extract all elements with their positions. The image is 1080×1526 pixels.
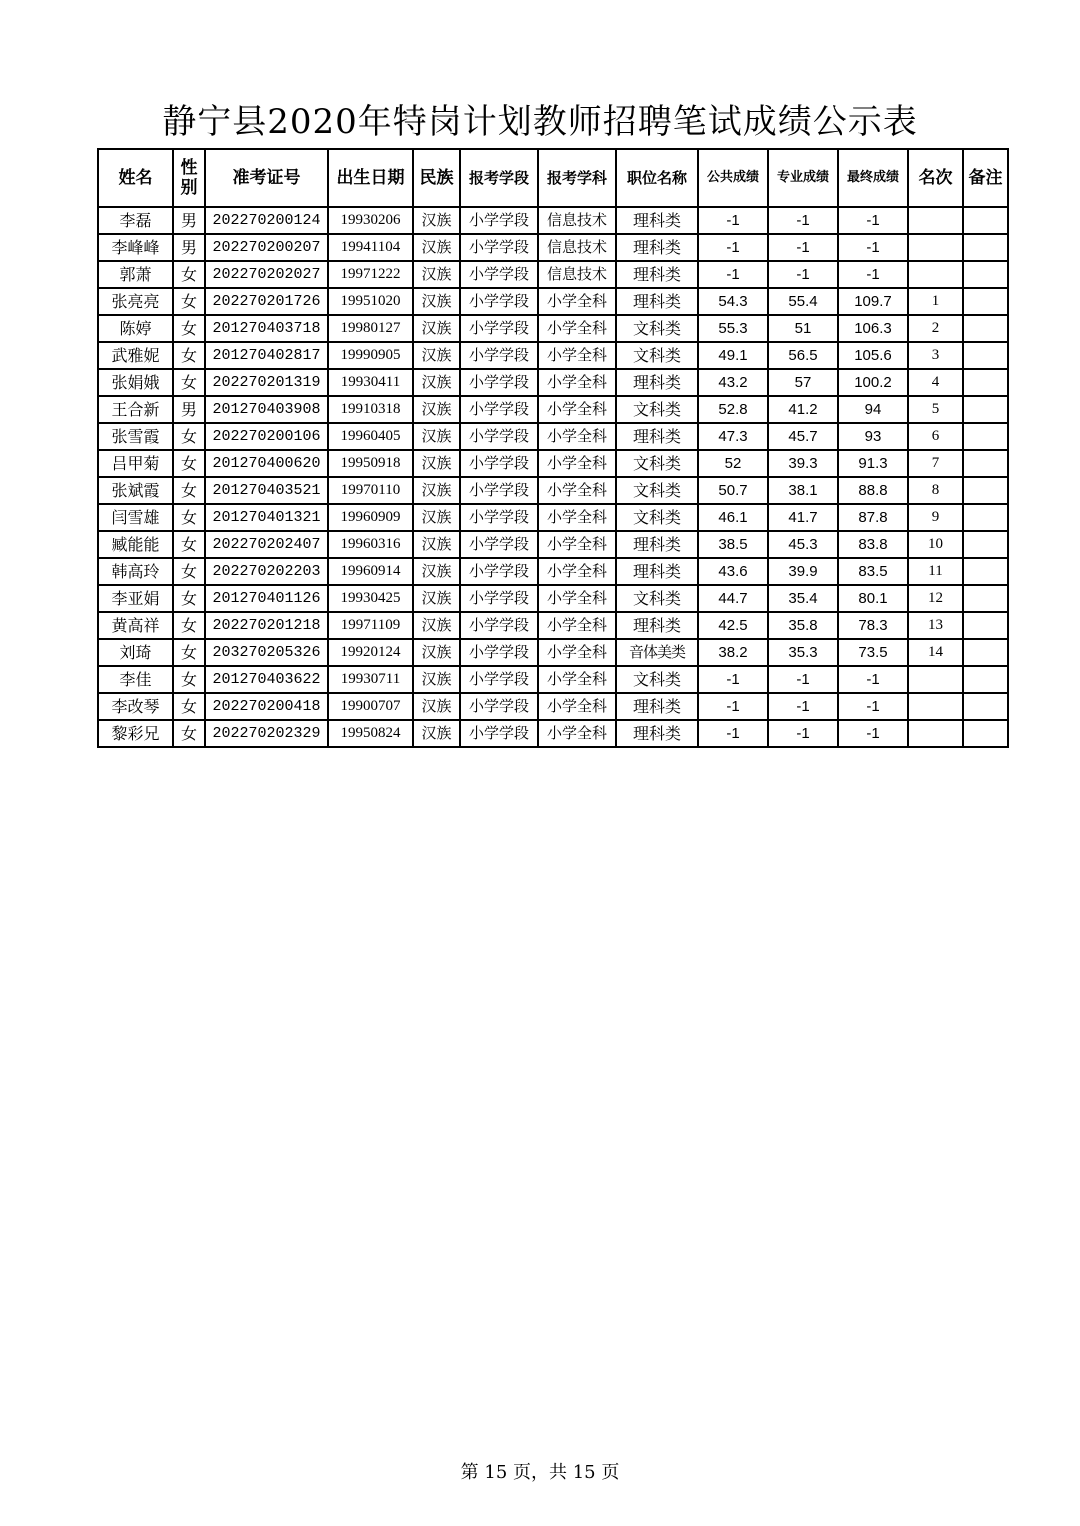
position-cell: 理科类 (616, 423, 698, 450)
table-row (98, 558, 1008, 585)
stage-cell: 小学学段 (460, 720, 538, 747)
public-score-cell: 49.1 (698, 342, 768, 369)
rank-cell: 9 (908, 504, 963, 531)
birth-date-cell: 19960405 (328, 423, 413, 450)
final-score-cell: 88.8 (838, 477, 908, 504)
gender-cell: 女 (173, 666, 205, 693)
public-score-cell: 52.8 (698, 396, 768, 423)
gender-cell: 女 (173, 315, 205, 342)
exam-id-cell: 202270201726 (205, 288, 328, 315)
ethnicity-cell: 汉族 (413, 207, 460, 234)
ethnicity-cell: 汉族 (413, 234, 460, 261)
final-score-cell: 83.8 (838, 531, 908, 558)
header-cell: 民族 (413, 149, 460, 207)
exam-id-cell: 202270200418 (205, 693, 328, 720)
rank-cell: 7 (908, 450, 963, 477)
stage-cell: 小学学段 (460, 639, 538, 666)
name-cell: 韩高玲 (98, 558, 173, 585)
exam-id-cell: 201270403718 (205, 315, 328, 342)
exam-id-cell: 202270200207 (205, 234, 328, 261)
public-score-cell: -1 (698, 666, 768, 693)
header-cell: 职位名称 (616, 149, 698, 207)
subject-cell: 小学全科 (538, 315, 616, 342)
final-score-cell: 87.8 (838, 504, 908, 531)
ethnicity-cell: 汉族 (413, 585, 460, 612)
birth-date-cell: 19960316 (328, 531, 413, 558)
gender-cell: 女 (173, 450, 205, 477)
table-row (98, 531, 1008, 558)
final-score-cell: 83.5 (838, 558, 908, 585)
birth-date-cell: 19990905 (328, 342, 413, 369)
position-cell: 理科类 (616, 261, 698, 288)
birth-date-cell: 19970110 (328, 477, 413, 504)
birth-date-cell: 19930206 (328, 207, 413, 234)
rank-cell: 2 (908, 315, 963, 342)
stage-cell: 小学学段 (460, 261, 538, 288)
subject-cell: 小学全科 (538, 504, 616, 531)
exam-id-cell: 202270200124 (205, 207, 328, 234)
subject-cell: 小学全科 (538, 423, 616, 450)
position-cell: 理科类 (616, 234, 698, 261)
stage-cell: 小学学段 (460, 585, 538, 612)
public-score-cell: 55.3 (698, 315, 768, 342)
remark-cell (963, 315, 1008, 342)
rank-cell: 1 (908, 288, 963, 315)
remark-cell (963, 666, 1008, 693)
professional-score-cell: 38.1 (768, 477, 838, 504)
ethnicity-cell: 汉族 (413, 369, 460, 396)
rank-cell: 5 (908, 396, 963, 423)
name-cell: 张亮亮 (98, 288, 173, 315)
position-cell: 文科类 (616, 585, 698, 612)
stage-cell: 小学学段 (460, 342, 538, 369)
table-row (98, 639, 1008, 666)
rank-cell (908, 720, 963, 747)
final-score-cell: 105.6 (838, 342, 908, 369)
header-cell: 公共成绩 (698, 149, 768, 207)
name-cell: 张娟娥 (98, 369, 173, 396)
remark-cell (963, 207, 1008, 234)
ethnicity-cell: 汉族 (413, 531, 460, 558)
exam-id-cell: 202270202407 (205, 531, 328, 558)
birth-date-cell: 19941104 (328, 234, 413, 261)
remark-cell (963, 558, 1008, 585)
exam-id-cell: 201270403521 (205, 477, 328, 504)
name-cell: 黄高祥 (98, 612, 173, 639)
name-cell: 陈婷 (98, 315, 173, 342)
position-cell: 文科类 (616, 477, 698, 504)
public-score-cell: 54.3 (698, 288, 768, 315)
header-cell: 报考学科 (538, 149, 616, 207)
exam-id-cell: 202270201319 (205, 369, 328, 396)
remark-cell (963, 288, 1008, 315)
professional-score-cell: -1 (768, 261, 838, 288)
gender-cell: 女 (173, 558, 205, 585)
exam-id-cell: 202270202203 (205, 558, 328, 585)
gender-cell: 女 (173, 369, 205, 396)
remark-cell (963, 369, 1008, 396)
gender-cell: 男 (173, 234, 205, 261)
professional-score-cell: 51 (768, 315, 838, 342)
name-cell: 李峰峰 (98, 234, 173, 261)
page-footer: 第 15 页，共 15 页 (460, 1462, 620, 1483)
professional-score-cell: 35.8 (768, 612, 838, 639)
ethnicity-cell: 汉族 (413, 666, 460, 693)
gender-cell: 女 (173, 612, 205, 639)
remark-cell (963, 234, 1008, 261)
position-cell: 文科类 (616, 315, 698, 342)
rank-cell (908, 261, 963, 288)
subject-cell: 小学全科 (538, 531, 616, 558)
subject-cell: 小学全科 (538, 342, 616, 369)
public-score-cell: 44.7 (698, 585, 768, 612)
remark-cell (963, 342, 1008, 369)
public-score-cell: -1 (698, 261, 768, 288)
birth-date-cell: 19930711 (328, 666, 413, 693)
gender-cell: 女 (173, 504, 205, 531)
ethnicity-cell: 汉族 (413, 720, 460, 747)
exam-id-cell: 201270402817 (205, 342, 328, 369)
ethnicity-cell: 汉族 (413, 423, 460, 450)
birth-date-cell: 19930411 (328, 369, 413, 396)
position-cell: 文科类 (616, 396, 698, 423)
birth-date-cell: 19971222 (328, 261, 413, 288)
subject-cell: 小学全科 (538, 612, 616, 639)
final-score-cell: -1 (838, 207, 908, 234)
rank-cell: 12 (908, 585, 963, 612)
public-score-cell: -1 (698, 693, 768, 720)
final-score-cell: 80.1 (838, 585, 908, 612)
remark-cell (963, 531, 1008, 558)
final-score-cell: 91.3 (838, 450, 908, 477)
remark-cell (963, 720, 1008, 747)
final-score-cell: -1 (838, 234, 908, 261)
name-cell: 武雅妮 (98, 342, 173, 369)
public-score-cell: 47.3 (698, 423, 768, 450)
exam-id-cell: 202270200106 (205, 423, 328, 450)
ethnicity-cell: 汉族 (413, 477, 460, 504)
stage-cell: 小学学段 (460, 504, 538, 531)
stage-cell: 小学学段 (460, 315, 538, 342)
ethnicity-cell: 汉族 (413, 315, 460, 342)
table-row (98, 477, 1008, 504)
subject-cell: 小学全科 (538, 639, 616, 666)
table-row (98, 450, 1008, 477)
final-score-cell: 109.7 (838, 288, 908, 315)
professional-score-cell: 57 (768, 369, 838, 396)
header-cell: 出生日期 (328, 149, 413, 207)
professional-score-cell: 35.3 (768, 639, 838, 666)
stage-cell: 小学学段 (460, 396, 538, 423)
remark-cell (963, 504, 1008, 531)
ethnicity-cell: 汉族 (413, 450, 460, 477)
final-score-cell: -1 (838, 666, 908, 693)
public-score-cell: 46.1 (698, 504, 768, 531)
ethnicity-cell: 汉族 (413, 288, 460, 315)
table-row (98, 504, 1008, 531)
birth-date-cell: 19930425 (328, 585, 413, 612)
exam-id-cell: 202270201218 (205, 612, 328, 639)
table-row (98, 666, 1008, 693)
stage-cell: 小学学段 (460, 666, 538, 693)
remark-cell (963, 423, 1008, 450)
exam-id-cell: 201270401126 (205, 585, 328, 612)
header-cell: 性别 (173, 149, 205, 207)
professional-score-cell: -1 (768, 666, 838, 693)
rank-cell (908, 234, 963, 261)
table-row (98, 720, 1008, 747)
table-row (98, 288, 1008, 315)
professional-score-cell: 45.3 (768, 531, 838, 558)
public-score-cell: 38.2 (698, 639, 768, 666)
table-row (98, 315, 1008, 342)
name-cell: 郭萧 (98, 261, 173, 288)
professional-score-cell: -1 (768, 234, 838, 261)
subject-cell: 信息技术 (538, 261, 616, 288)
stage-cell: 小学学段 (460, 531, 538, 558)
name-cell: 刘琦 (98, 639, 173, 666)
professional-score-cell: 45.7 (768, 423, 838, 450)
header-cell: 报考学段 (460, 149, 538, 207)
position-cell: 理科类 (616, 369, 698, 396)
ethnicity-cell: 汉族 (413, 612, 460, 639)
final-score-cell: 100.2 (838, 369, 908, 396)
table-row (98, 369, 1008, 396)
subject-cell: 小学全科 (538, 396, 616, 423)
name-cell: 李磊 (98, 207, 173, 234)
header-cell: 最终成绩 (838, 149, 908, 207)
subject-cell: 小学全科 (538, 666, 616, 693)
final-score-cell: 94 (838, 396, 908, 423)
stage-cell: 小学学段 (460, 477, 538, 504)
exam-id-cell: 201270400620 (205, 450, 328, 477)
header-cell: 备注 (963, 149, 1008, 207)
position-cell: 理科类 (616, 207, 698, 234)
final-score-cell: 73.5 (838, 639, 908, 666)
subject-cell: 小学全科 (538, 558, 616, 585)
ethnicity-cell: 汉族 (413, 342, 460, 369)
birth-date-cell: 19980127 (328, 315, 413, 342)
final-score-cell: -1 (838, 693, 908, 720)
gender-cell: 女 (173, 531, 205, 558)
position-cell: 理科类 (616, 558, 698, 585)
rank-cell: 3 (908, 342, 963, 369)
name-cell: 张斌霞 (98, 477, 173, 504)
public-score-cell: 38.5 (698, 531, 768, 558)
position-cell: 文科类 (616, 450, 698, 477)
birth-date-cell: 19950824 (328, 720, 413, 747)
gender-cell: 男 (173, 396, 205, 423)
birth-date-cell: 19960909 (328, 504, 413, 531)
name-cell: 闫雪雄 (98, 504, 173, 531)
gender-cell: 女 (173, 423, 205, 450)
rank-cell: 14 (908, 639, 963, 666)
table-row (98, 261, 1008, 288)
public-score-cell: 43.6 (698, 558, 768, 585)
table-header-row (98, 149, 1008, 207)
final-score-cell: 106.3 (838, 315, 908, 342)
header-cell: 姓名 (98, 149, 173, 207)
professional-score-cell: -1 (768, 720, 838, 747)
exam-id-cell: 201270403622 (205, 666, 328, 693)
professional-score-cell: 41.7 (768, 504, 838, 531)
exam-id-cell: 201270403908 (205, 396, 328, 423)
professional-score-cell: -1 (768, 693, 838, 720)
ethnicity-cell: 汉族 (413, 558, 460, 585)
position-cell: 理科类 (616, 531, 698, 558)
subject-cell: 小学全科 (538, 369, 616, 396)
header-cell: 专业成绩 (768, 149, 838, 207)
table-row (98, 234, 1008, 261)
final-score-cell: 78.3 (838, 612, 908, 639)
gender-cell: 女 (173, 261, 205, 288)
professional-score-cell: 35.4 (768, 585, 838, 612)
birth-date-cell: 19910318 (328, 396, 413, 423)
stage-cell: 小学学段 (460, 693, 538, 720)
ethnicity-cell: 汉族 (413, 639, 460, 666)
subject-cell: 信息技术 (538, 207, 616, 234)
remark-cell (963, 450, 1008, 477)
table-row (98, 612, 1008, 639)
public-score-cell: 42.5 (698, 612, 768, 639)
position-cell: 文科类 (616, 666, 698, 693)
position-cell: 文科类 (616, 504, 698, 531)
position-cell: 音体美类 (616, 639, 698, 666)
stage-cell: 小学学段 (460, 558, 538, 585)
subject-cell: 小学全科 (538, 477, 616, 504)
exam-id-cell: 202270202027 (205, 261, 328, 288)
gender-cell: 女 (173, 693, 205, 720)
remark-cell (963, 639, 1008, 666)
name-cell: 王合新 (98, 396, 173, 423)
ethnicity-cell: 汉族 (413, 396, 460, 423)
gender-cell: 女 (173, 288, 205, 315)
gender-cell: 女 (173, 720, 205, 747)
name-cell: 李亚娟 (98, 585, 173, 612)
stage-cell: 小学学段 (460, 288, 538, 315)
final-score-cell: -1 (838, 261, 908, 288)
subject-cell: 小学全科 (538, 450, 616, 477)
remark-cell (963, 585, 1008, 612)
header-cell: 准考证号 (205, 149, 328, 207)
rank-cell (908, 207, 963, 234)
public-score-cell: 43.2 (698, 369, 768, 396)
professional-score-cell: 41.2 (768, 396, 838, 423)
table-row (98, 396, 1008, 423)
subject-cell: 信息技术 (538, 234, 616, 261)
birth-date-cell: 19920124 (328, 639, 413, 666)
rank-cell: 6 (908, 423, 963, 450)
gender-cell: 女 (173, 639, 205, 666)
gender-cell: 女 (173, 342, 205, 369)
name-cell: 张雪霞 (98, 423, 173, 450)
score-table (97, 148, 1009, 748)
remark-cell (963, 477, 1008, 504)
rank-cell: 4 (908, 369, 963, 396)
rank-cell: 10 (908, 531, 963, 558)
subject-cell: 小学全科 (538, 720, 616, 747)
stage-cell: 小学学段 (460, 234, 538, 261)
page-title: 静宁县2020年特岗计划教师招聘笔试成绩公示表 (162, 102, 918, 142)
gender-cell: 男 (173, 207, 205, 234)
name-cell: 黎彩兄 (98, 720, 173, 747)
stage-cell: 小学学段 (460, 423, 538, 450)
table-row (98, 423, 1008, 450)
professional-score-cell: -1 (768, 207, 838, 234)
final-score-cell: 93 (838, 423, 908, 450)
rank-cell: 11 (908, 558, 963, 585)
remark-cell (963, 396, 1008, 423)
stage-cell: 小学学段 (460, 369, 538, 396)
remark-cell (963, 693, 1008, 720)
public-score-cell: 50.7 (698, 477, 768, 504)
subject-cell: 小学全科 (538, 693, 616, 720)
position-cell: 文科类 (616, 342, 698, 369)
position-cell: 理科类 (616, 693, 698, 720)
table-row (98, 693, 1008, 720)
public-score-cell: -1 (698, 234, 768, 261)
remark-cell (963, 612, 1008, 639)
birth-date-cell: 19950918 (328, 450, 413, 477)
gender-cell: 女 (173, 477, 205, 504)
table-row (98, 585, 1008, 612)
name-cell: 臧能能 (98, 531, 173, 558)
table-row (98, 342, 1008, 369)
position-cell: 理科类 (616, 720, 698, 747)
professional-score-cell: 39.3 (768, 450, 838, 477)
header-cell: 名次 (908, 149, 963, 207)
birth-date-cell: 19900707 (328, 693, 413, 720)
name-cell: 吕甲菊 (98, 450, 173, 477)
rank-cell: 8 (908, 477, 963, 504)
public-score-cell: 52 (698, 450, 768, 477)
professional-score-cell: 56.5 (768, 342, 838, 369)
rank-cell: 13 (908, 612, 963, 639)
stage-cell: 小学学段 (460, 612, 538, 639)
gender-cell: 女 (173, 585, 205, 612)
remark-cell (963, 261, 1008, 288)
subject-cell: 小学全科 (538, 585, 616, 612)
birth-date-cell: 19960914 (328, 558, 413, 585)
public-score-cell: -1 (698, 720, 768, 747)
rank-cell (908, 666, 963, 693)
stage-cell: 小学学段 (460, 207, 538, 234)
stage-cell: 小学学段 (460, 450, 538, 477)
birth-date-cell: 19951020 (328, 288, 413, 315)
exam-id-cell: 203270205326 (205, 639, 328, 666)
exam-id-cell: 201270401321 (205, 504, 328, 531)
public-score-cell: -1 (698, 207, 768, 234)
name-cell: 李改琴 (98, 693, 173, 720)
position-cell: 理科类 (616, 612, 698, 639)
subject-cell: 小学全科 (538, 288, 616, 315)
table-row (98, 207, 1008, 234)
birth-date-cell: 19971109 (328, 612, 413, 639)
professional-score-cell: 39.9 (768, 558, 838, 585)
final-score-cell: -1 (838, 720, 908, 747)
position-cell: 理科类 (616, 288, 698, 315)
professional-score-cell: 55.4 (768, 288, 838, 315)
ethnicity-cell: 汉族 (413, 693, 460, 720)
name-cell: 李佳 (98, 666, 173, 693)
ethnicity-cell: 汉族 (413, 504, 460, 531)
rank-cell (908, 693, 963, 720)
exam-id-cell: 202270202329 (205, 720, 328, 747)
ethnicity-cell: 汉族 (413, 261, 460, 288)
